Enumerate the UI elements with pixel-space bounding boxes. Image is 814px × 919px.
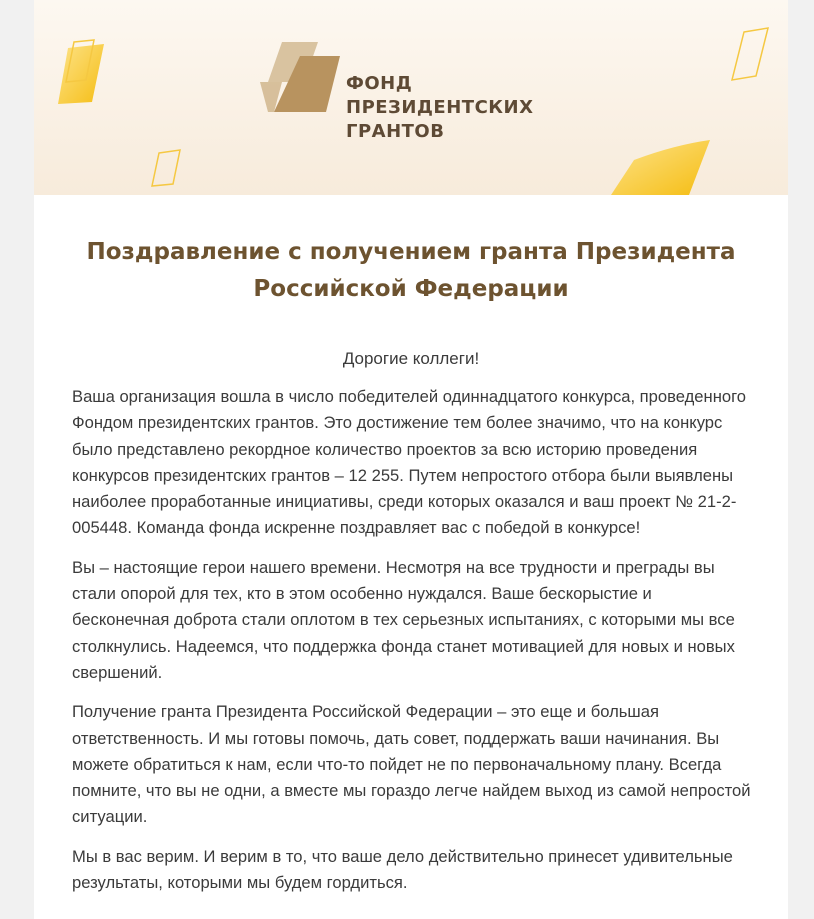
outline-shape-small-left — [152, 150, 180, 186]
paragraph-1: Ваша организация вошла в число победителей одиннадцатого конкурса, проведенного Фондом президентских грантов. Это достижение тем более значимо, что на конкурс было представлено рекордное количество проектов за всю историю проведения конкурсов президентских грантов – 12 255. Путем непростого отбора были выявлены наиболее проработанные инициативы, среди которых оказался и ваш проект № 21-2-005448. Команда фонда искренне поздравляет вас с победой в конкурсе! — [72, 387, 747, 538]
gold-shape-top-left — [58, 44, 104, 104]
email-card — [34, 0, 788, 919]
paragraph-4: Мы в вас верим. И верим в то, что ваше дело действительно принесет удивительные результаты, которыми мы будем гордиться. — [72, 846, 733, 893]
logo-mark — [260, 42, 350, 117]
gold-swoosh-bottom-right — [611, 140, 710, 195]
greeting: Дорогие коллеги! — [342, 349, 480, 368]
header-banner — [34, 0, 788, 195]
outline-shape-top-right — [732, 28, 768, 80]
email-title: Поздравление с получением гранта Президента Российской Федерации — [86, 239, 736, 302]
logo-line-1: ФОНД — [346, 73, 413, 94]
paragraph-2: Вы – настоящие герои нашего времени. Несмотря на все трудности и преграды вы стали опорой для тех, кто в этом особенно нуждался. Ваше бескорыстие и бесконечная доброта стали оплотом в тех серьезных испытаниях, с которыми мы все столкнулись. Надеемся, что поддержка фонда станет мотивацией для новых и новых свершений. — [72, 557, 735, 682]
logo-line-2: ПРЕЗИДЕНТСКИХ — [346, 97, 534, 118]
logo-text — [346, 72, 533, 144]
logo-line-3: ГРАНТОВ — [346, 121, 445, 142]
email-body — [72, 384, 752, 909]
paragraph-3: Получение гранта Президента Российской Федерации – это еще и большая ответственность. И мы готовы помочь, дать совет, поддержать ваши начинания. Вы можете обратиться к нам, если что-то пойдет не по первоначальному плану. Всегда помните, что вы не одни, а вместе мы гораздо легче найдем выход из самой непростой ситуации. — [72, 702, 751, 827]
fund-logo — [260, 42, 560, 152]
